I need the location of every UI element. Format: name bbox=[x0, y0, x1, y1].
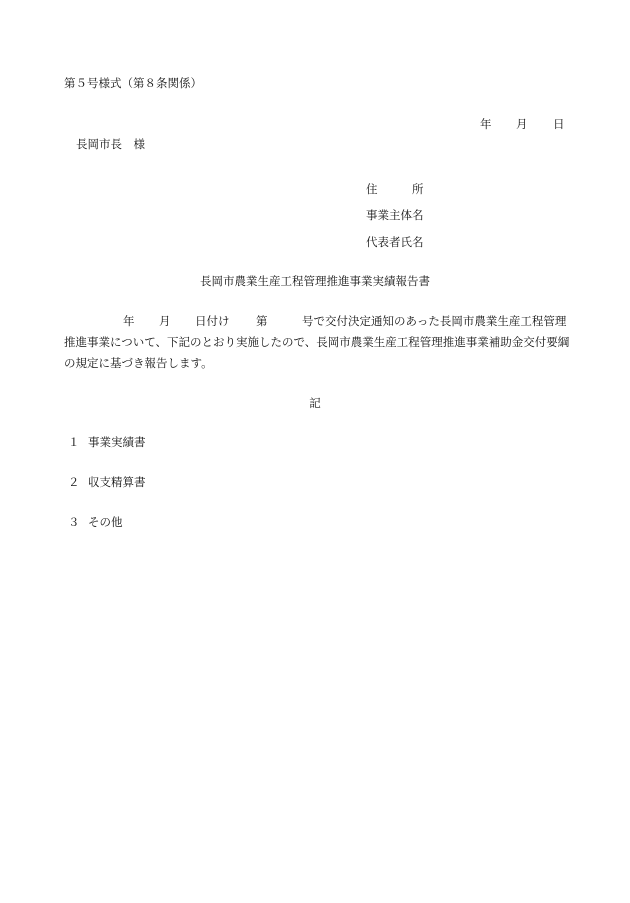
document-title: 長岡市農業生産工程管理推進事業実績報告書 bbox=[200, 274, 430, 288]
list-item-number: ３ bbox=[68, 515, 80, 529]
applicant-representative-label: 代表者氏名 bbox=[366, 235, 424, 249]
body-year-label: 年 bbox=[123, 314, 135, 328]
form-number: 第５号様式（第８条関係） bbox=[64, 76, 202, 90]
body-dated-label: 日付け bbox=[195, 314, 230, 328]
date-day-label: 日 bbox=[553, 117, 565, 131]
applicant-entity-label: 事業主体名 bbox=[366, 208, 424, 222]
date-month-label: 月 bbox=[516, 117, 528, 131]
body-line-3: の規定に基づき報告します。 bbox=[64, 356, 213, 370]
body-line-1-rest: 号で交付決定通知のあった長岡市農業生産工程管理 bbox=[302, 314, 567, 328]
list-item-label: 事業実績書 bbox=[88, 435, 146, 449]
body-month-label: 月 bbox=[159, 314, 171, 328]
body-number-prefix: 第 bbox=[256, 314, 268, 328]
ki-heading: 記 bbox=[309, 396, 321, 410]
list-item bbox=[68, 477, 146, 489]
list-item-label: 収支精算書 bbox=[88, 475, 146, 489]
list-item-label: その他 bbox=[88, 515, 123, 529]
applicant-address-label: 住 所 bbox=[366, 182, 424, 196]
list-item bbox=[68, 437, 146, 449]
date-year-label: 年 bbox=[480, 117, 492, 131]
addressee: 長岡市長 様 bbox=[76, 137, 145, 151]
list-item-number: １ bbox=[68, 435, 80, 449]
body-line-2: 推進事業について、下記のとおり実施したので、長岡市農業生産工程管理推進事業補助金交付要綱 bbox=[64, 335, 570, 349]
list-item-number: ２ bbox=[68, 475, 80, 489]
list-item bbox=[68, 517, 123, 529]
